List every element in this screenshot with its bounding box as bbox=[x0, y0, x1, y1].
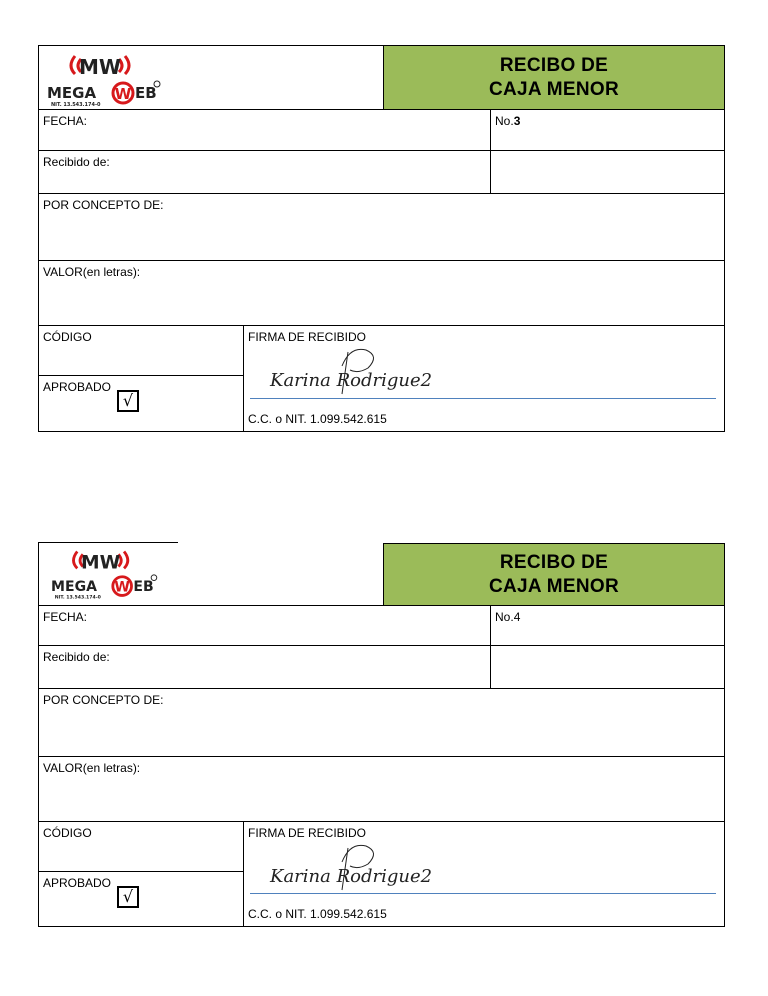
title-line-2: CAJA MENOR bbox=[488, 575, 620, 597]
fecha-label: FECHA: bbox=[43, 610, 88, 624]
receipt-number-field[interactable] bbox=[490, 605, 725, 646]
receipt-title bbox=[383, 45, 725, 110]
firma-label: FIRMA DE RECIBIDO bbox=[248, 330, 367, 344]
svg-text:W: W bbox=[114, 579, 130, 596]
receipt-2 bbox=[38, 543, 725, 930]
no-value: 4 bbox=[513, 610, 521, 624]
svg-text:W: W bbox=[114, 85, 132, 103]
aprobado-checkbox[interactable]: √ bbox=[117, 886, 139, 908]
aprobado-field bbox=[38, 375, 244, 432]
title-line-2: CAJA MENOR bbox=[488, 78, 620, 100]
svg-text:MEGA: MEGA bbox=[51, 578, 97, 595]
recibido-field[interactable] bbox=[38, 150, 491, 194]
svg-text:EB: EB bbox=[135, 84, 157, 102]
logo-cell bbox=[38, 45, 384, 110]
concepto-field[interactable] bbox=[38, 193, 725, 261]
codigo-label: CÓDIGO bbox=[43, 330, 92, 344]
no-label: No. bbox=[495, 114, 514, 128]
receipt-title bbox=[383, 543, 725, 606]
recibido-extra-field[interactable] bbox=[490, 645, 725, 689]
signature-line bbox=[250, 398, 716, 399]
svg-text:NIT. 13.543.174-0: NIT. 13.543.174-0 bbox=[51, 102, 101, 108]
codigo-field[interactable] bbox=[38, 821, 244, 872]
fecha-field[interactable] bbox=[38, 605, 491, 646]
valor-label: VALOR(en letras): bbox=[43, 761, 141, 775]
firma-field bbox=[243, 821, 725, 927]
aprobado-checkbox[interactable]: √ bbox=[117, 390, 139, 412]
svg-text:MW: MW bbox=[79, 55, 121, 79]
codigo-field[interactable] bbox=[38, 325, 244, 376]
fecha-label: FECHA: bbox=[43, 114, 88, 128]
logo-cell bbox=[38, 543, 384, 606]
megaweb-logo bbox=[45, 544, 175, 602]
firma-label: FIRMA DE RECIBIDO bbox=[248, 826, 367, 840]
valor-label: VALOR(en letras): bbox=[43, 265, 141, 279]
receipt-1 bbox=[38, 45, 725, 432]
fecha-field[interactable] bbox=[38, 109, 491, 151]
recibido-field[interactable] bbox=[38, 645, 491, 689]
aprobado-field bbox=[38, 871, 244, 927]
svg-text:NIT. 13.543.174-0: NIT. 13.543.174-0 bbox=[54, 595, 101, 601]
receipt-number-field[interactable] bbox=[490, 109, 725, 151]
aprobado-label: APROBADO bbox=[43, 876, 112, 890]
concepto-field[interactable] bbox=[38, 688, 725, 757]
logo-cell-top-border bbox=[38, 542, 178, 543]
svg-text:Karina Rodrigue2: Karina Rodrigue2 bbox=[270, 866, 433, 887]
valor-field[interactable] bbox=[38, 756, 725, 822]
title-line-1: RECIBO DE bbox=[499, 551, 609, 573]
receipt-number bbox=[495, 610, 520, 624]
concepto-label: POR CONCEPTO DE: bbox=[43, 693, 164, 707]
title-line-1: RECIBO DE bbox=[499, 54, 609, 76]
codigo-label: CÓDIGO bbox=[43, 826, 92, 840]
signature bbox=[264, 344, 433, 400]
receipt-number bbox=[495, 114, 520, 128]
valor-field[interactable] bbox=[38, 260, 725, 326]
svg-text:EB: EB bbox=[133, 578, 154, 595]
svg-text:Karina Rodrigue2: Karina Rodrigue2 bbox=[270, 370, 433, 391]
cc-label: C.C. o NIT. 1.099.542.615 bbox=[248, 412, 387, 426]
recibido-label: Recibido de: bbox=[43, 650, 110, 664]
concepto-label: POR CONCEPTO DE: bbox=[43, 198, 164, 212]
svg-text:MW: MW bbox=[81, 552, 121, 574]
recibido-extra-field[interactable] bbox=[490, 150, 725, 194]
signature-line bbox=[250, 893, 716, 894]
no-label: No. bbox=[495, 610, 514, 624]
megaweb-logo bbox=[45, 48, 175, 110]
signature bbox=[264, 840, 433, 896]
aprobado-label: APROBADO bbox=[43, 380, 112, 394]
no-value: 3 bbox=[513, 114, 521, 128]
recibido-label: Recibido de: bbox=[43, 155, 110, 169]
firma-field bbox=[243, 325, 725, 432]
cc-label: C.C. o NIT. 1.099.542.615 bbox=[248, 907, 387, 921]
svg-text:MEGA: MEGA bbox=[47, 84, 97, 102]
